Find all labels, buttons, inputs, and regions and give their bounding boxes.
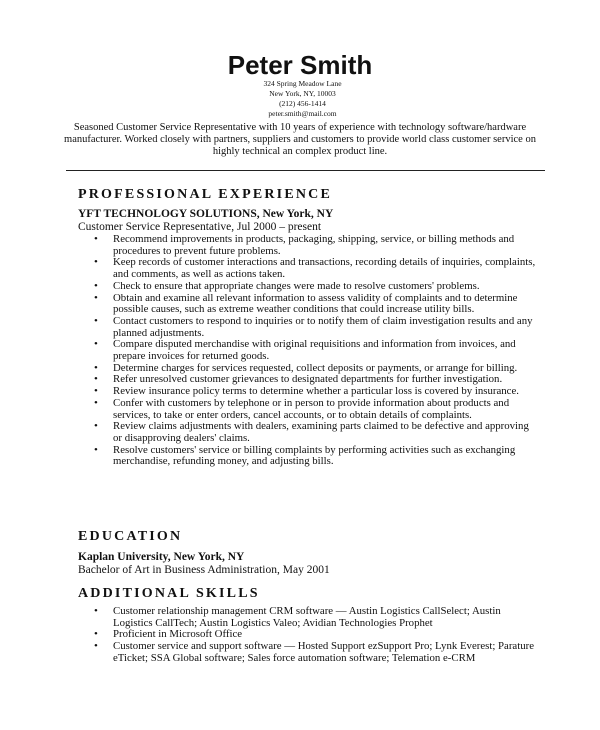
- list-item: • Confer with customers by telephone or in person to provide information about products and services, to take or enter orders, cancel accounts, or to obtain details of complaints.: [78, 398, 538, 421]
- list-item: • Contact customers to respond to inquiries or to notify them of claim investigation results and any planned adjustments.: [78, 316, 538, 339]
- list-item: • Customer relationship management CRM software — Austin Logistics CallSelect; Austin Logistics CallTech; Austin Logistics Valeo; Avidian Technologies Prophet: [78, 606, 538, 629]
- degree: Bachelor of Art in Business Administration, May 2001: [78, 564, 330, 576]
- list-item: • Determine charges for services requested, collect deposits or payments, or arrange for billing.: [78, 363, 538, 375]
- email: peter.smith@mail.com: [268, 109, 337, 118]
- list-item: • Proficient in Microsoft Office: [78, 629, 538, 641]
- divider: [66, 170, 545, 171]
- list-item: • Review insurance policy terms to determine whether a particular loss is covered by insurance.: [78, 386, 538, 398]
- skills-list: [78, 606, 538, 665]
- company: YFT TECHNOLOGY SOLUTIONS, New York, NY: [78, 208, 334, 220]
- phone: (212) 456-1414: [279, 99, 326, 108]
- summary: Seasoned Customer Service Representative with 10 years of experience with technology software/hardware manufacturer. Worked closely with partners, suppliers and customers to provide world class customer service on highly technical an complex product line.: [64, 122, 536, 157]
- list-item: • Keep records of customer interactions and transactions, recording details of inquiries, complaints, and comments, as well as actions taken.: [78, 257, 538, 280]
- candidate-name: Peter Smith: [227, 50, 373, 80]
- list-item: • Compare disputed merchandise with original requisitions and information from invoices, and prepare invoices for returned goods.: [78, 339, 538, 362]
- school: Kaplan University, New York, NY: [78, 551, 245, 563]
- skills-heading: ADDITIONAL SKILLS: [78, 586, 260, 601]
- list-item: • Obtain and examine all relevant information to assess validity of complaints and to determine possible causes, such as extreme weather conditions that could increase utility bills.: [78, 293, 538, 316]
- list-item: • Check to ensure that appropriate changes were made to resolve customers' problems.: [78, 281, 538, 293]
- list-item: • Review claims adjustments with dealers, examining parts claimed to be defective and approving or disapproving dealers' claims.: [78, 421, 538, 444]
- list-item: • Resolve customers' service or billing complaints by performing activities such as exchanging merchandise, refunding money, and adjusting bills.: [78, 445, 538, 468]
- address-line-2: New York, NY, 10003: [269, 89, 336, 98]
- job-title: Customer Service Representative, Jul 2000 – present: [78, 221, 322, 233]
- experience-list: [78, 234, 538, 468]
- list-item: • Customer service and support software — Hosted Support ezSupport Pro; Lynk Everest; Parature eTicket; SSA Global software; Sales force automation software; Telemation e-CRM: [78, 641, 538, 664]
- education-heading: EDUCATION: [78, 529, 183, 544]
- list-item: • Recommend improvements in products, packaging, shipping, service, or billing methods and procedures to prevent future problems.: [78, 234, 538, 257]
- experience-heading: PROFESSIONAL EXPERIENCE: [78, 187, 333, 202]
- list-item: • Refer unresolved customer grievances to designated departments for further investigation.: [78, 374, 538, 386]
- contact-block: [0, 79, 600, 119]
- address-line-1: 324 Spring Meadow Lane: [263, 79, 342, 88]
